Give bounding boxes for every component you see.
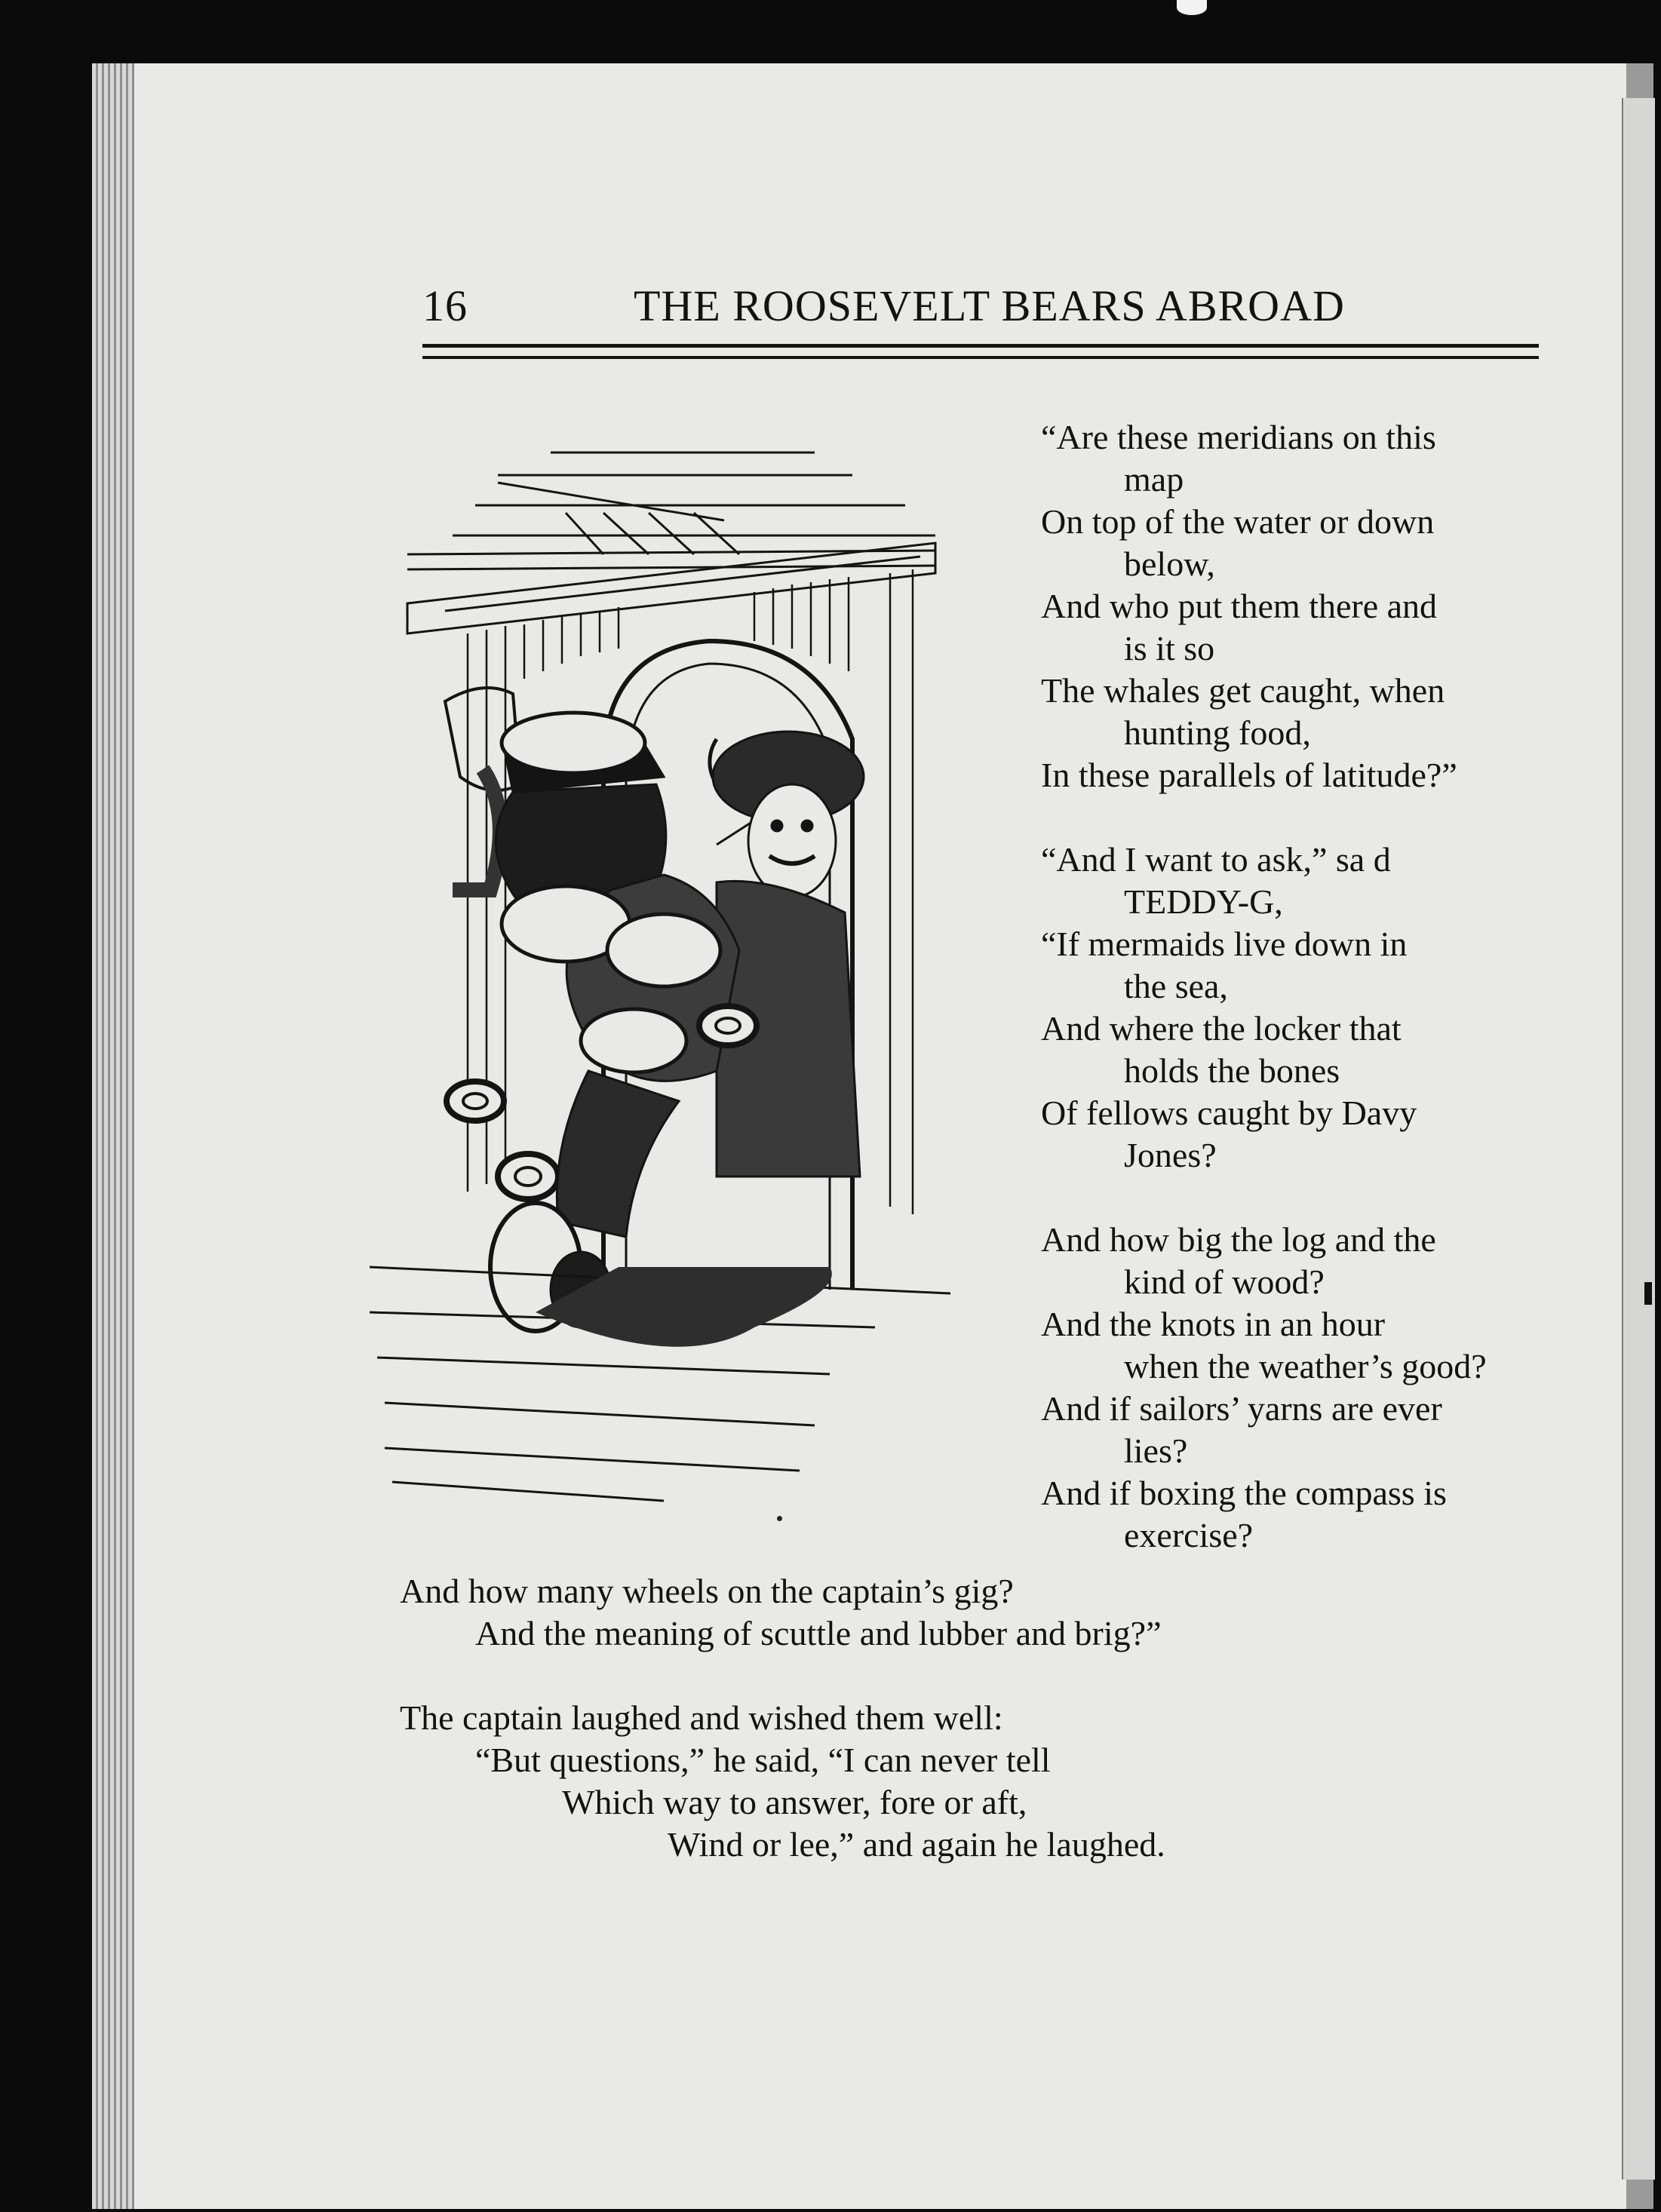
stanza-gap <box>1041 796 1543 839</box>
illustration-bear-sailor-icon <box>362 422 966 1508</box>
header-rule-thin <box>422 356 1539 359</box>
verse-line: below, <box>1124 545 1215 583</box>
verse-line: And how many wheels on the captain’s gig? <box>400 1572 1014 1610</box>
page-number: 16 <box>422 281 468 330</box>
verse-line: “And I want to ask,” sa d <box>1041 840 1391 879</box>
verse-line: And where the locker that <box>1041 1009 1402 1048</box>
verse-line: And if boxing the compass is <box>1041 1474 1447 1512</box>
header-rule-thick <box>422 344 1539 348</box>
verse-line: And how big the log and the <box>1041 1220 1436 1259</box>
verse-line: the sea, <box>1124 967 1228 1005</box>
verse-line: kind of wood? <box>1124 1262 1325 1301</box>
page-right-edge <box>1622 98 1655 2180</box>
verse-line: Which way to answer, fore or aft, <box>562 1783 1027 1821</box>
verse-wide-block <box>400 1570 1380 1866</box>
verse-line: Wind or lee,” and again he laughed. <box>668 1825 1165 1864</box>
verse-line: And the knots in an hour <box>1041 1305 1386 1343</box>
verse-line: holds the bones <box>1124 1051 1340 1090</box>
verse-line: And who put them there and <box>1041 587 1438 625</box>
verse-line: “If mermaids live down in <box>1041 925 1408 963</box>
ink-dot <box>777 1516 782 1521</box>
running-title: THE ROOSEVELT BEARS ABROAD <box>634 281 1345 330</box>
verse-line: is it so <box>1124 629 1215 667</box>
verse-line: And the meaning of scuttle and lubber and brig?” <box>475 1614 1162 1652</box>
verse-line: In these parallels of latitude?” <box>1041 756 1457 794</box>
verse-line: hunting food, <box>1124 713 1311 752</box>
verse-line: On top of the water or down <box>1041 502 1435 541</box>
verse-line: And if sailors’ yarns are ever <box>1041 1389 1442 1428</box>
verse-line: exercise? <box>1124 1516 1254 1554</box>
verse-line: Of fellows caught by Davy <box>1041 1094 1417 1132</box>
verse-line: when the weather’s good? <box>1124 1347 1487 1385</box>
verse-line: “But questions,” he said, “I can never tell <box>475 1741 1051 1779</box>
scan-mark <box>1177 0 1207 15</box>
verse-line: Jones? <box>1124 1136 1217 1174</box>
verse-line: lies? <box>1124 1431 1188 1470</box>
verse-line: map <box>1124 460 1184 499</box>
verse-line: “Are these meridians on this <box>1041 418 1436 456</box>
page-header <box>422 281 1539 341</box>
stanza-gap <box>400 1655 1380 1697</box>
edge-mark <box>1644 1282 1652 1305</box>
verse-column <box>1041 416 1543 1557</box>
verse-line: The whales get caught, when <box>1041 671 1445 710</box>
verse-line: TEDDY-G, <box>1124 882 1283 921</box>
verse-line: The captain laughed and wished them well: <box>400 1698 1003 1737</box>
stanza-gap <box>1041 1177 1543 1219</box>
